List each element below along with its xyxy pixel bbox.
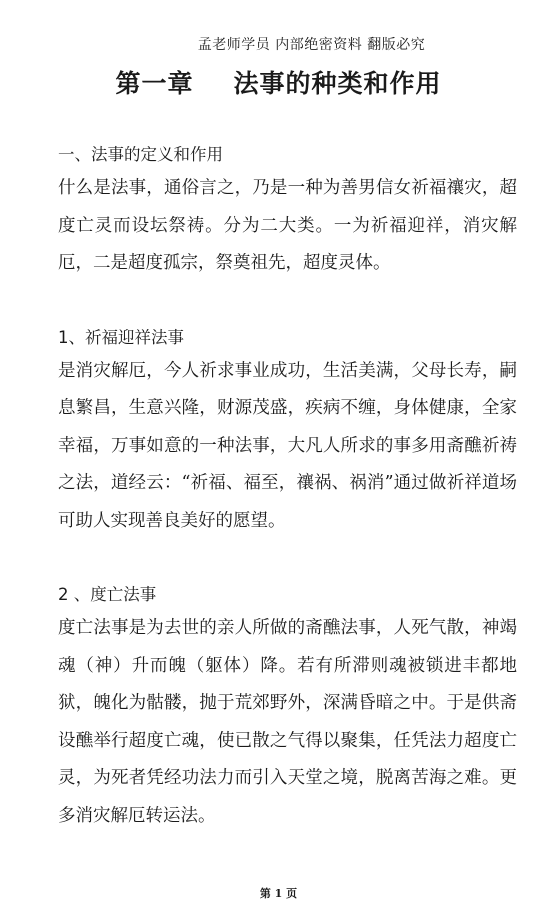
section-body-deliverance: 度亡法事是为去世的亲人所做的斋醮法事，人死气散，神竭魂（神）升而魄（躯体）降。若有所滞则魂被锁进丰都地狱，魄化为骷髅，抛于荒郊野外，深满昏暗之中。于是供斋设醮举行超度亡魂，使已散之气得以聚集，任凭法力超度亡灵，为死者凭经功法力而引入天堂之境，脱离苦海之难。更多消灾解厄转运法。 [58, 618, 517, 826]
section-body-definition: 什么是法事，通俗言之，乃是一种为善男信女祈福禳灾，超度亡灵而设坛祭祷。分为二大类。一为祈福迎祥，消灾解厄，二是超度孤宗，祭奠祖先，超度灵体。 [58, 178, 517, 273]
document-body [58, 140, 517, 835]
chapter-title [0, 64, 557, 100]
watermark-header: 孟老师学员 内部绝密资料 翻版必究 [197, 37, 426, 53]
section-heading-deliverance: 2 、度亡法事 [58, 585, 157, 604]
chapter-number: 第一章 [115, 69, 194, 98]
section-heading-blessing: 1、祈福迎祥法事 [58, 327, 184, 347]
section-body-blessing: 是消灾解厄，今人祈求事业成功，生活美满，父母长寿，嗣息繁昌，生意兴隆，财源茂盛，疾病不缠，身体健康，全家幸福，万事如意的一种法事，大凡人所求的事多用斋醮祈祷之法，道经云：“祈福、福至，禳祸、祸消”通过做祈祥道场可助人实现善良美好的愿望。 [58, 360, 517, 531]
page-number: 第 1 页 [259, 887, 298, 900]
section-heading-definition: 一、法事的定义和作用 [58, 145, 223, 164]
chapter-title-text: 法事的种类和作用 [233, 69, 442, 98]
